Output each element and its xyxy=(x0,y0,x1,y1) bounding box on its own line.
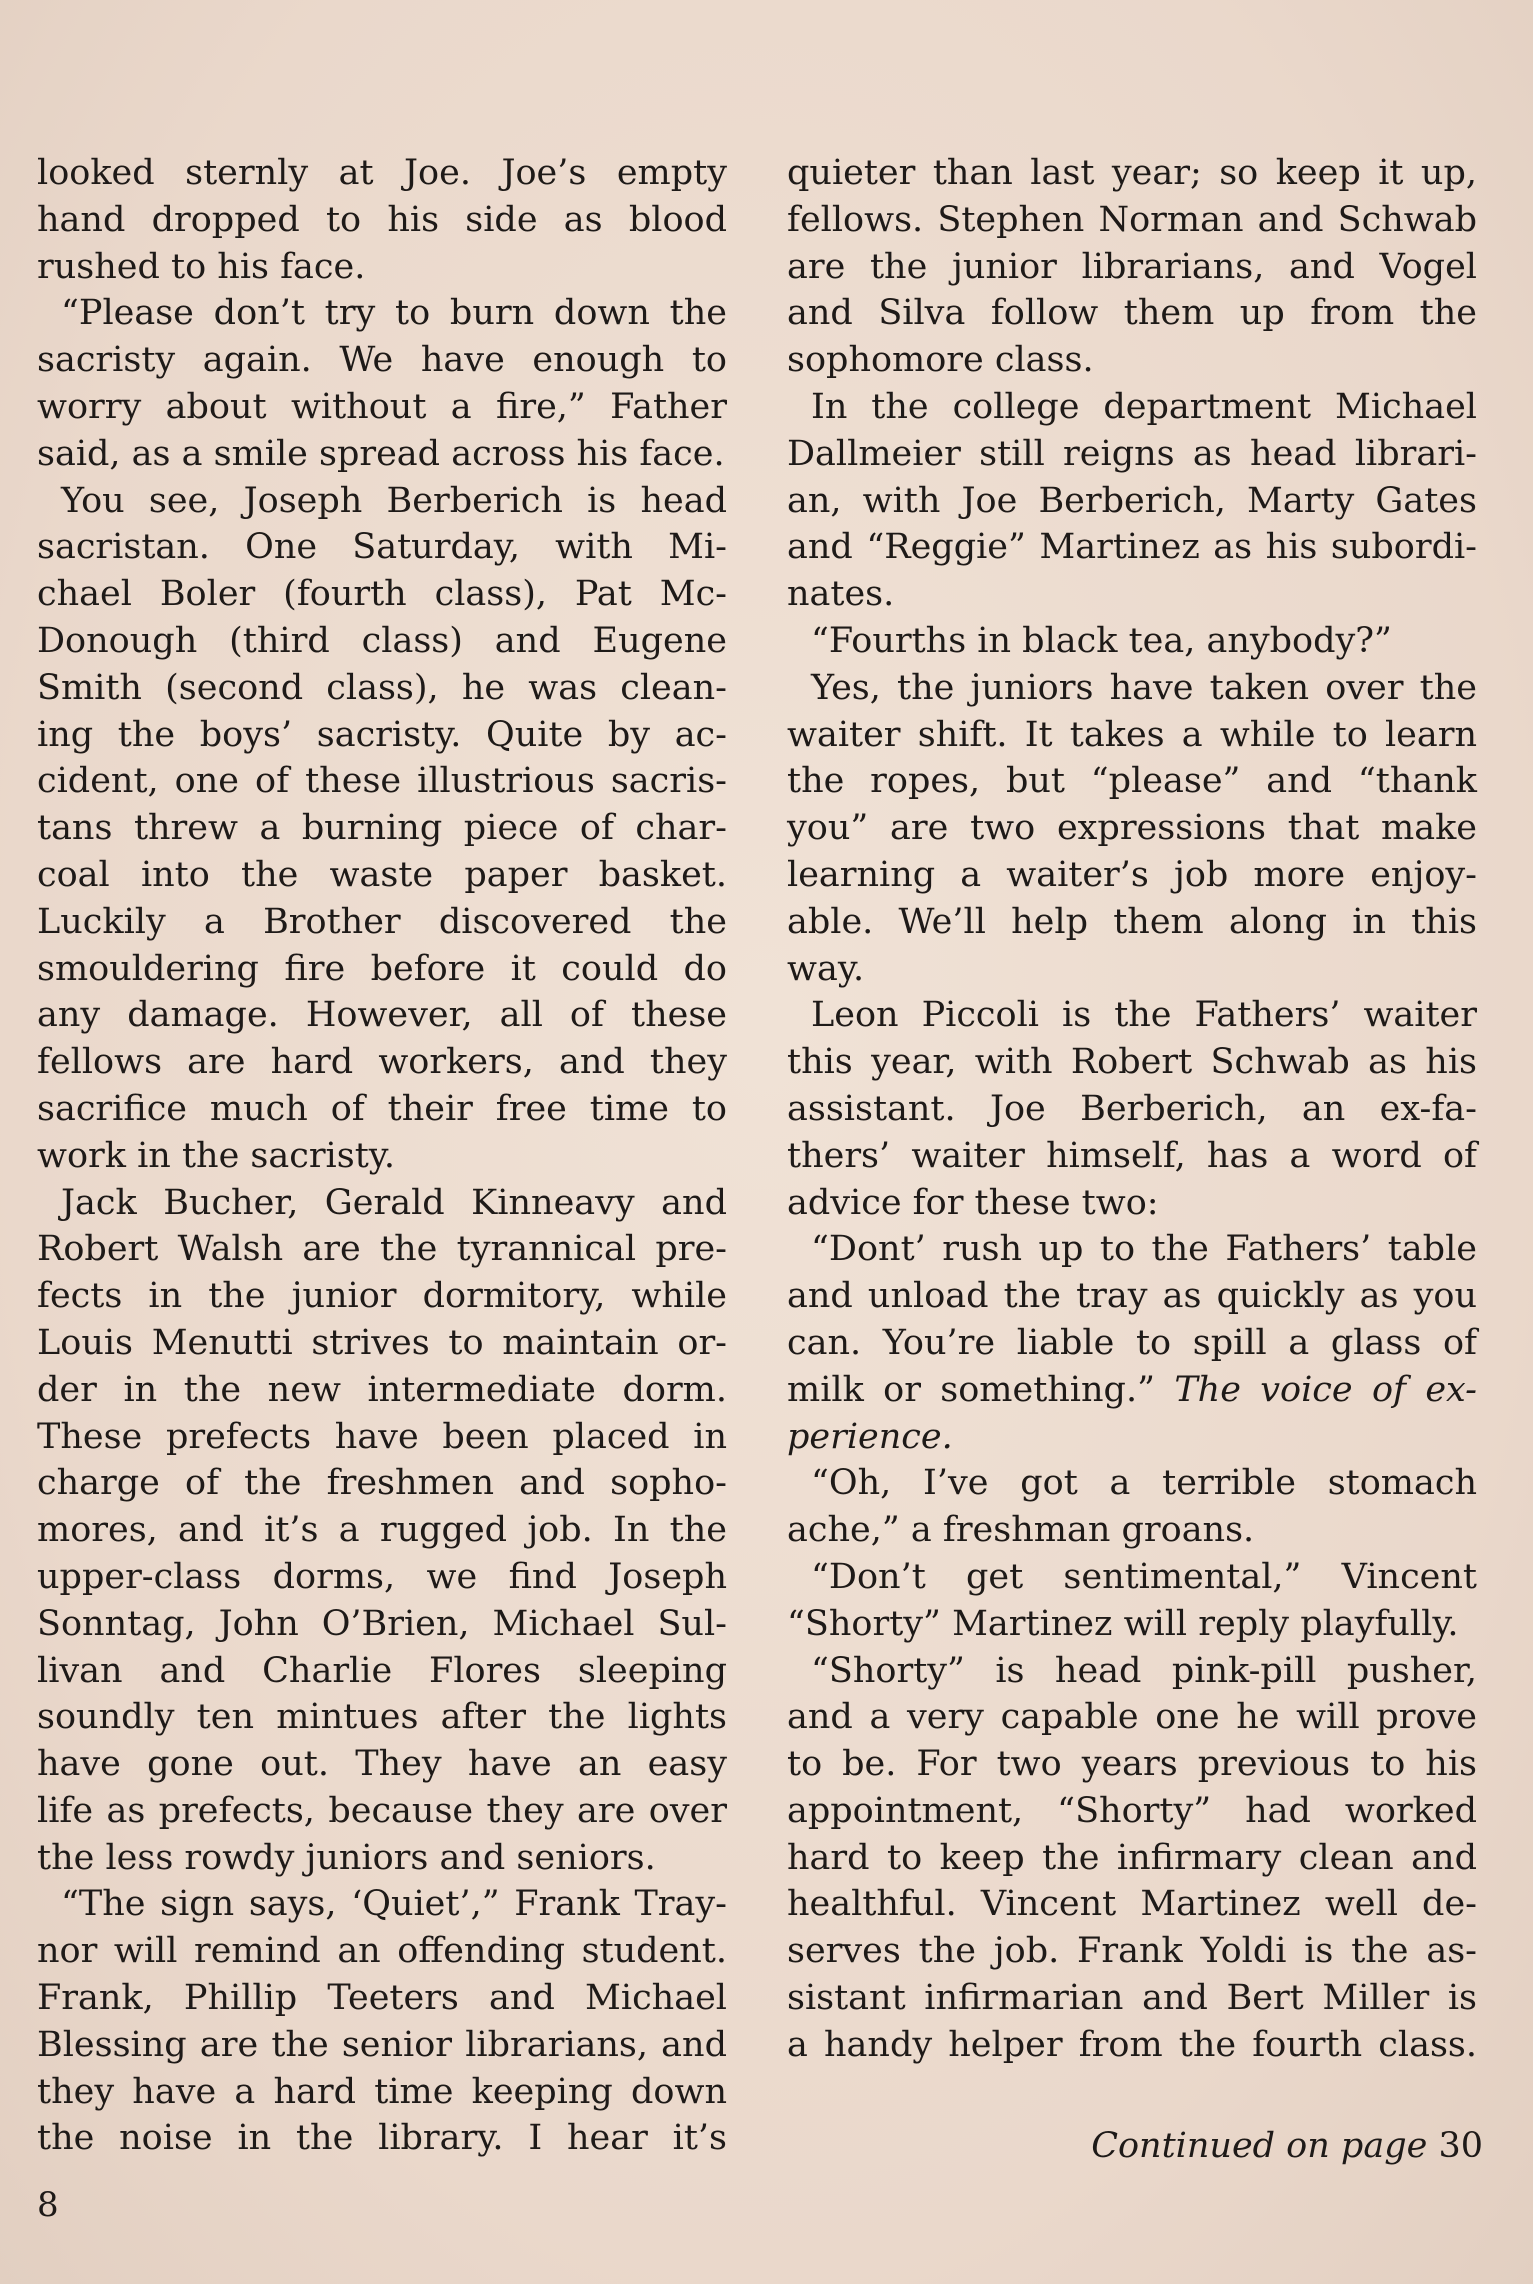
text-line: this year, with Robert Schwab as his xyxy=(787,1042,1477,1083)
text-line: work in the sacristy. xyxy=(37,1135,396,1176)
text-line: ache,” a freshman groans. xyxy=(787,1510,1255,1551)
text-line: and “Reggie” Martinez as his subordi- xyxy=(787,527,1477,568)
text-line: they have a hard time keeping down xyxy=(37,2071,727,2112)
text-line: “Dont’ rush up to the Fathers’ table xyxy=(811,1229,1477,1270)
text-line-roman: milk or something.” xyxy=(787,1369,1175,1410)
text-line: and Silva follow them up from the xyxy=(787,293,1477,334)
continued-page-number: 30 xyxy=(1438,2126,1483,2166)
text-line: der in the new intermediate dorm. xyxy=(37,1369,727,1410)
text-line-italic: The voice of ex- xyxy=(1174,1369,1477,1410)
text-line: nates. xyxy=(787,574,895,615)
left-text-column xyxy=(37,150,727,2162)
text-line: and a very capable one he will prove xyxy=(787,1697,1477,1738)
text-line: Donough (third class) and Eugene xyxy=(37,620,727,661)
text-line: “Fourths in black tea, anybody?” xyxy=(811,620,1392,661)
text-line: “Don’t get sentimental,” Vincent xyxy=(811,1556,1477,1597)
text-line: sacristan. One Saturday, with Mi- xyxy=(37,527,727,568)
text-line: sistant infirmarian and Bert Miller is xyxy=(787,1978,1477,2019)
text-line: and unload the tray as quickly as you xyxy=(787,1276,1477,1317)
continued-label: Continued on page xyxy=(1091,2126,1428,2166)
text-line: Dallmeier still reigns as head librari- xyxy=(787,433,1477,474)
text-line: hand dropped to his side as blood xyxy=(37,199,727,240)
text-line: Jack Bucher, Gerald Kinneavy and xyxy=(61,1182,727,1223)
text-line: serves the job. Frank Yoldi is the as- xyxy=(787,1931,1477,1972)
text-line: “Shorty” Martinez will reply playfully. xyxy=(787,1603,1459,1644)
text-line: way. xyxy=(787,948,865,989)
text-line: able. We’ll help them along in this xyxy=(787,901,1477,942)
text-line: thers’ waiter himself, has a word of xyxy=(787,1135,1477,1176)
text-line: any damage. However, all of these xyxy=(37,995,727,1036)
text-line: charge of the freshmen and sopho- xyxy=(37,1463,727,1504)
text-line: Blessing are the senior librarians, and xyxy=(37,2024,727,2065)
text-line: “The sign says, ‘Quiet’,” Frank Tray- xyxy=(61,1884,727,1925)
page-number: 8 xyxy=(37,2185,59,2225)
text-line: chael Boler (fourth class), Pat Mc- xyxy=(37,574,727,615)
text-line: the noise in the library. I hear it’s xyxy=(37,2118,727,2159)
text-line: Robert Walsh are the tyrannical pre- xyxy=(37,1229,727,1270)
text-line: sophomore class. xyxy=(787,340,1094,381)
text-line: are the junior librarians, and Vogel xyxy=(787,246,1477,287)
text-line: Smith (second class), he was clean- xyxy=(37,667,727,708)
text-line: coal into the waste paper basket. xyxy=(37,854,727,895)
text-line: said, as a smile spread across his face. xyxy=(37,433,725,474)
text-line: ing the boys’ sacristy. Quite by ac- xyxy=(37,714,727,755)
text-line: smouldering fire before it could do xyxy=(37,948,727,989)
text-line: learning a waiter’s job more enjoy- xyxy=(787,854,1477,895)
text-line: a handy helper from the fourth class. xyxy=(787,2024,1477,2065)
text-line: healthful. Vincent Martinez well de- xyxy=(787,1884,1477,1925)
text-line: have gone out. They have an easy xyxy=(37,1744,727,1785)
text-line: rushed to his face. xyxy=(37,246,366,287)
text-line: worry about without a fire,” Father xyxy=(37,386,727,427)
text-line: Yes, the juniors have taken over the xyxy=(811,667,1477,708)
text-line: to be. For two years previous to his xyxy=(787,1744,1477,1785)
text-line: sacrifice much of their free time to xyxy=(37,1088,727,1129)
text-line: fects in the junior dormitory, while xyxy=(37,1276,727,1317)
right-text-column xyxy=(787,150,1477,2069)
text-line: You see, Joseph Berberich is head xyxy=(61,480,727,521)
text-line: Leon Piccoli is the Fathers’ waiter xyxy=(811,995,1477,1036)
text-line: These prefects have been placed in xyxy=(37,1416,727,1457)
text-line: can. You’re liable to spill a glass of xyxy=(787,1322,1477,1363)
text-line: looked sternly at Joe. Joe’s empty xyxy=(37,153,727,193)
text-line: tans threw a burning piece of char- xyxy=(37,808,727,849)
text-line: Sonntag, John O’Brien, Michael Sul- xyxy=(37,1603,727,1644)
text-line: fellows are hard workers, and they xyxy=(37,1042,727,1083)
text-line: soundly ten mintues after the lights xyxy=(37,1697,727,1738)
text-line: “Oh, I’ve got a terrible stomach xyxy=(811,1463,1477,1504)
text-line: “Shorty” is head pink-pill pusher, xyxy=(811,1650,1477,1691)
text-line: sacristy again. We have enough to xyxy=(37,340,727,381)
text-line: an, with Joe Berberich, Marty Gates xyxy=(787,480,1477,521)
text-line: fellows. Stephen Norman and Schwab xyxy=(787,199,1477,240)
text-line: Frank, Phillip Teeters and Michael xyxy=(37,1978,727,2019)
text-line: life as prefects, because they are over xyxy=(37,1790,727,1831)
text-line xyxy=(787,1367,1477,1414)
text-line-italic: perience. xyxy=(787,1416,953,1457)
text-line: waiter shift. It takes a while to learn xyxy=(787,714,1477,755)
text-line: advice for these two: xyxy=(787,1182,1159,1223)
text-line: assistant. Joe Berberich, an ex-fa- xyxy=(787,1088,1477,1129)
text-line: “Please don’t try to burn down the xyxy=(61,293,727,334)
text-line: the ropes, but “please” and “thank xyxy=(787,761,1477,802)
text-line: you” are two expressions that make xyxy=(787,808,1477,849)
text-line: upper-class dorms, we find Joseph xyxy=(37,1556,727,1597)
text-line: cident, one of these illustrious sacris- xyxy=(37,761,727,802)
text-line: nor will remind an offending student. xyxy=(37,1931,727,1972)
text-line: Louis Menutti strives to maintain or- xyxy=(37,1322,727,1363)
text-line: mores, and it’s a rugged job. In the xyxy=(37,1510,727,1551)
text-line xyxy=(787,1414,1477,1461)
text-line: hard to keep the infirmary clean and xyxy=(787,1837,1477,1878)
text-line: Luckily a Brother discovered the xyxy=(37,901,727,942)
text-line: the less rowdy juniors and seniors. xyxy=(37,1837,656,1878)
text-line: In the college department Michael xyxy=(811,386,1477,427)
continued-note xyxy=(1091,2126,1483,2166)
text-line: livan and Charlie Flores sleeping xyxy=(37,1650,727,1691)
text-line: quieter than last year; so keep it up, xyxy=(787,153,1477,193)
text-line: appointment, “Shorty” had worked xyxy=(787,1790,1477,1831)
